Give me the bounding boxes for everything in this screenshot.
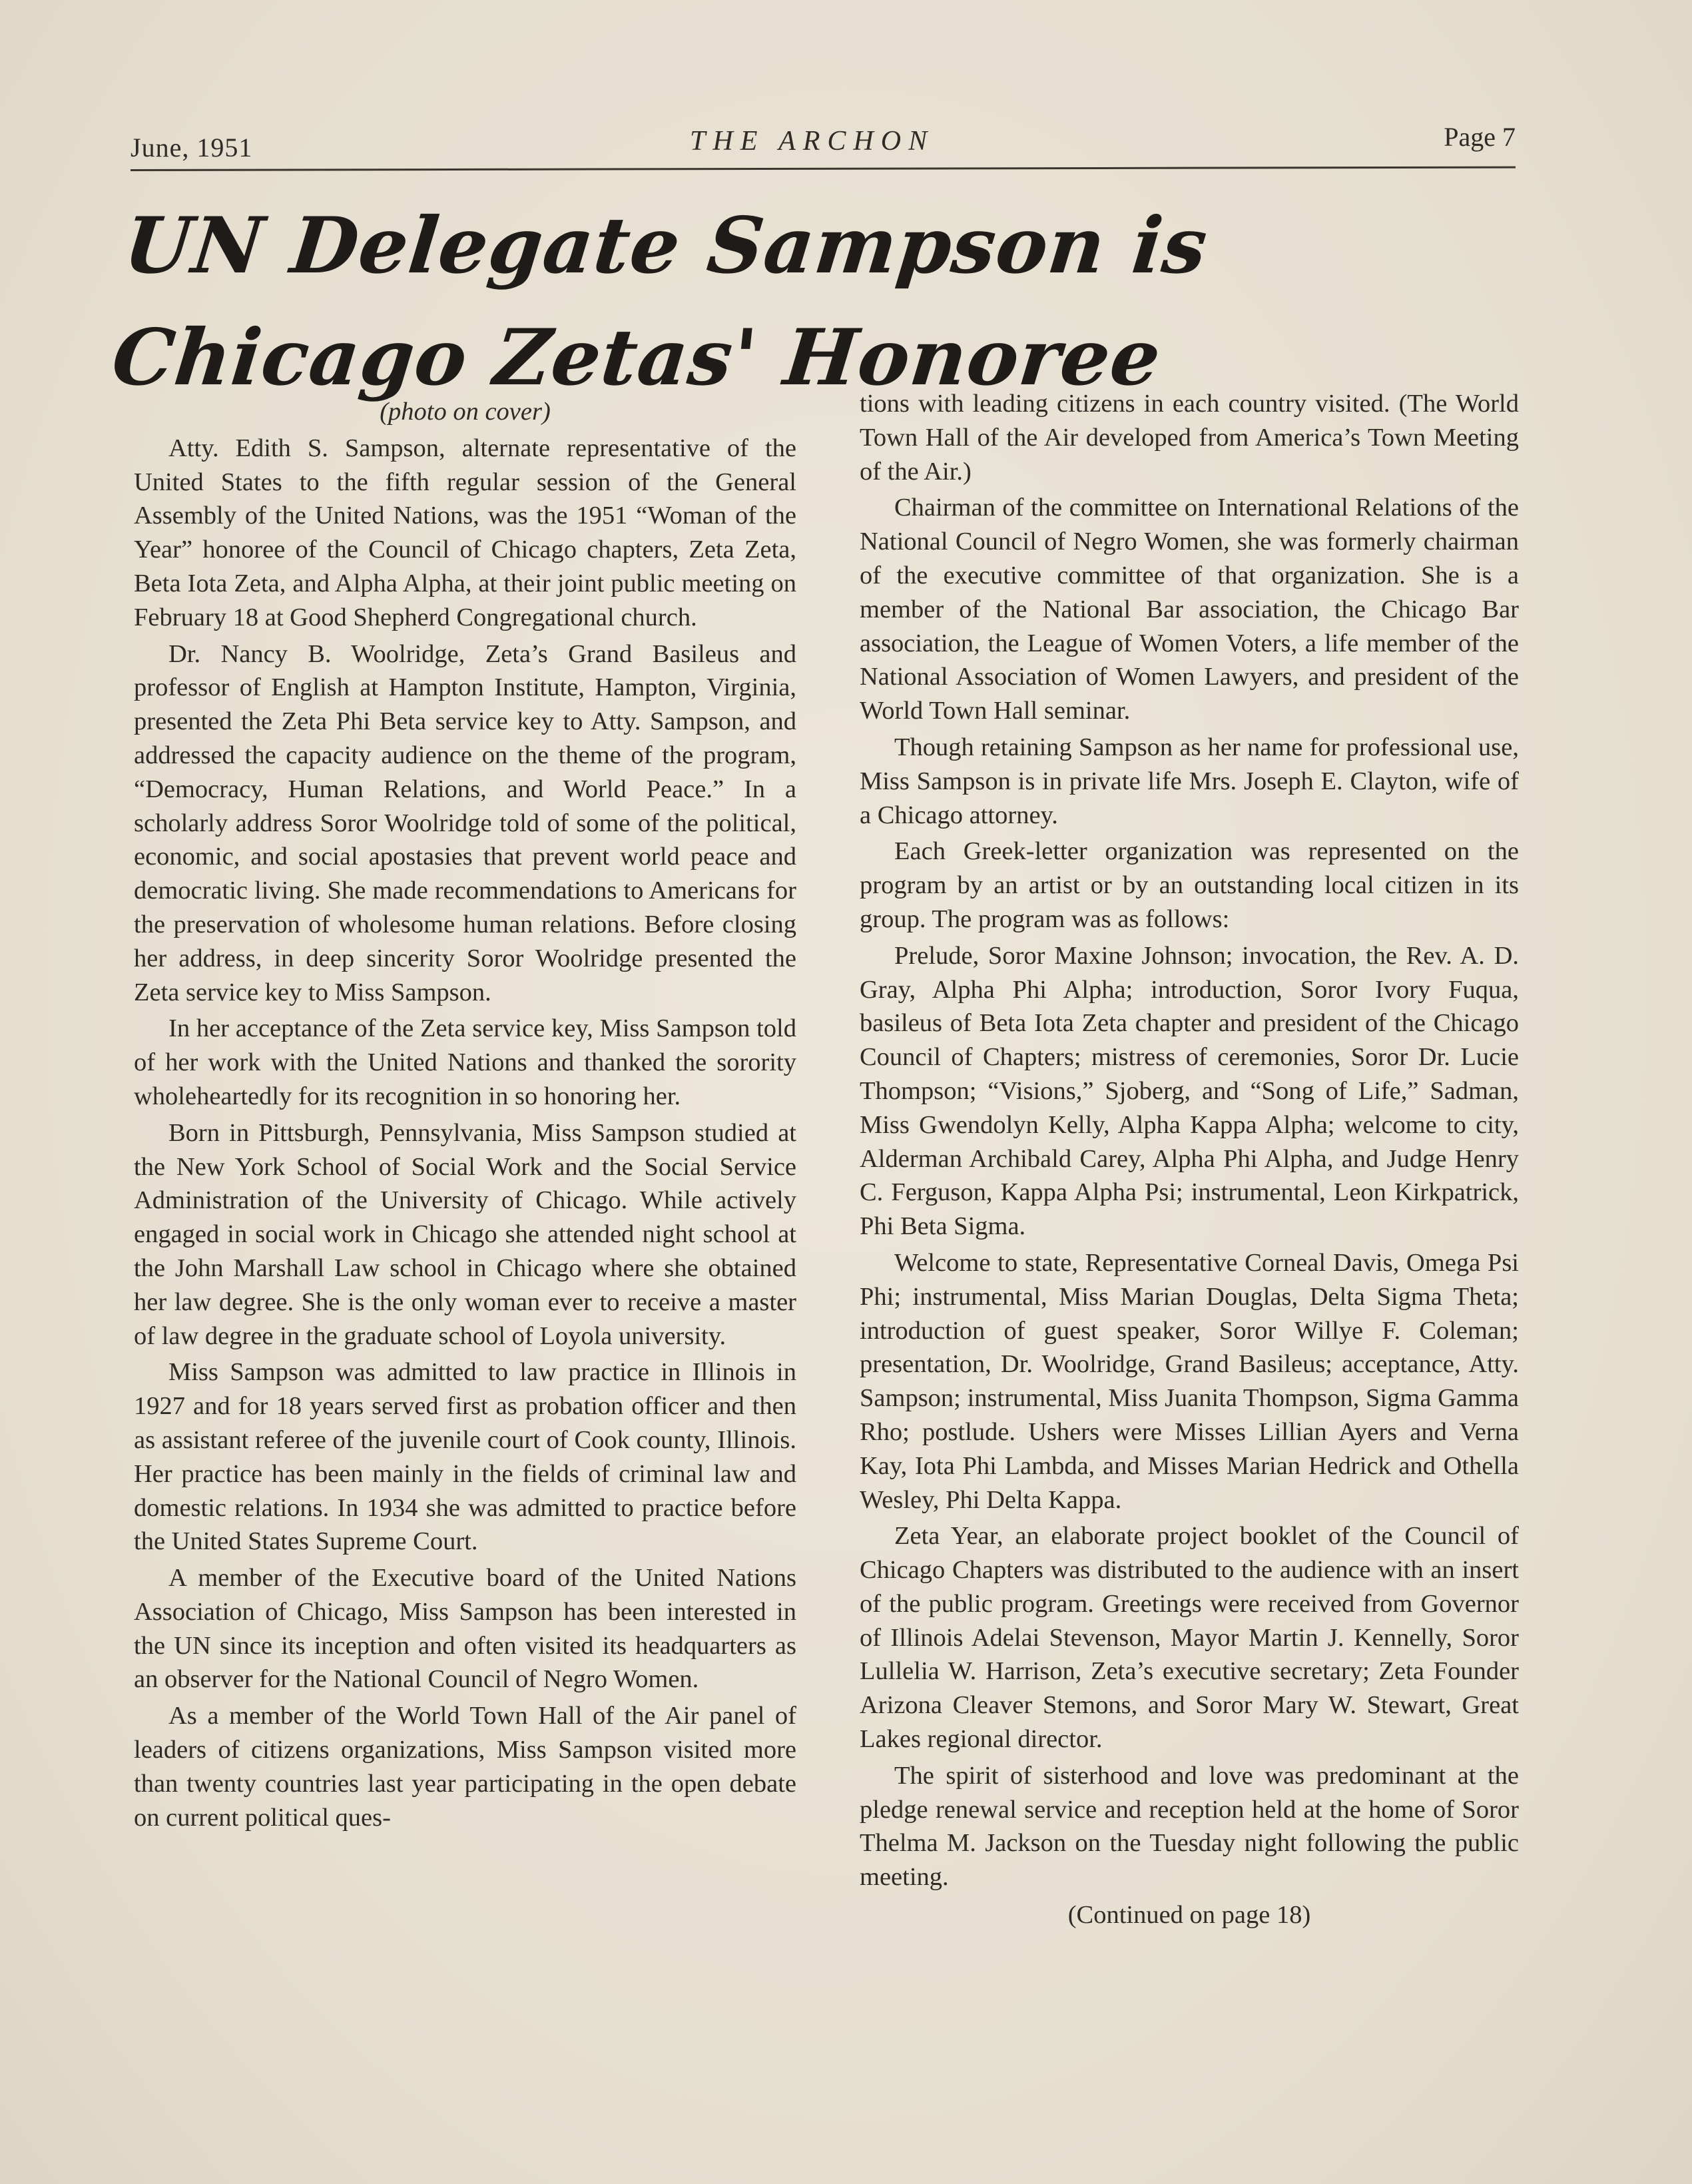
left-paragraph: A member of the Executive board of the United Nations Association of Chicago, Miss Sampson has been interested in the UN since its inception and often visited its headquarters as an observer for the National Council of Negro Women. [134, 1564, 796, 1694]
left-paragraph: Miss Sampson was admitted to law practice in Illinois in 1927 and for 18 years served first as probation officer and then as assistant referee of the juvenile court of Cook county, Illinois. Her practice has been mainly in the fields of criminal law and domestic relations. In 1934 she was admitted to practice before the United States Supreme Court. [134, 1358, 796, 1556]
right-paragraph: Chairman of the committee on International Relations of the National Council of Negro Women, she was formerly chairman of the executive committee of that organization. She is a member of the National Bar association, the Chicago Bar association, the League of Women Voters, a life member of the National Association of Women Lawyers, and president of the World Town Hall seminar. [860, 494, 1519, 725]
photo-note: (photo on cover) [380, 398, 551, 426]
issue-date: June, 1951 [131, 133, 253, 163]
right-paragraph: Zeta Year, an elaborate project booklet of the Council of Chicago Chapters was distributed to the audience with an insert of the public program. Greetings were received from Governor of Illinois Adelai Stevenson, Mayor Martin J. Kennelly, Soror Lullelia W. Harrison, Zeta’s executive secretary; Zeta Founder Arizona Cleaver Stemons, and Soror Mary W. Stewart, Great Lakes regional director. [860, 1522, 1519, 1754]
right-paragraph: tions with leading citizens in each country visited. (The World Town Hall of the Air developed from America’s Town Meeting of the Air.) [860, 390, 1519, 486]
right-column [860, 387, 1519, 1935]
left-paragraph: Atty. Edith S. Sampson, alternate representative of the United States to the fifth regular session of the General Assembly of the United Nations, was the 1951 “Woman of the Year” honoree of the Council of Chicago chapters, Zeta Zeta, Beta Iota Zeta, and Alpha Alpha, at their joint public meeting on February 18 at Good Shepherd Congregational church. [134, 434, 796, 631]
page-number: Page 7 [1444, 122, 1516, 152]
article-headline [107, 190, 1212, 414]
right-paragraph: Each Greek-letter organization was represented on the program by an artist or by an outstanding local citizen in its group. The program was as follows: [860, 837, 1519, 933]
left-paragraph: Born in Pittsburgh, Pennsylvania, Miss Sampson studied at the New York School of Social Work and the Social Service Administration of the University of Chicago. While actively engaged in social work in Chicago she attended night school at the John Marshall Law school in Chicago where she obtained her law degree. She is the only woman ever to receive a master of law degree in the graduate school of Loyola university. [134, 1118, 796, 1350]
continued-note: (Continued on page 18) [1067, 1901, 1311, 1930]
headline-line-1: UN Delegate Sampson is [120, 200, 1212, 291]
left-paragraph: Dr. Nancy B. Woolridge, Zeta’s Grand Basileus and professor of English at Hampton Institute, Hampton, Virginia, presented the Zeta Phi Beta service key to Atty. Sampson, and addressed the capacity audience on the theme of the program, “Democracy, Human Relations, and World Peace.” In a scholarly address Soror Woolridge told of some of the political, economic, and social apostasies that prevent world peace and democratic living. She made recommendations to Americans for the preservation of wholesome human relations. Before closing her address, in deep sincerity Soror Woolridge presented the Zeta service key to Miss Sampson. [134, 639, 796, 1006]
publication-title: THE ARCHON [690, 126, 935, 157]
left-paragraph: As a member of the World Town Hall of the Air panel of leaders of citizens organizations, Miss Sampson visited more than twenty countries last year participating in the open debate on current political ques- [134, 1702, 796, 1832]
right-paragraph: Welcome to state, Representative Corneal Davis, Omega Psi Phi; instrumental, Miss Marian Douglas, Delta Sigma Theta; introduction of guest speaker, Soror Willye F. Coleman; presentation, Dr. Woolridge, Grand Basileus; acceptance, Atty. Sampson; instrumental, Miss Juanita Thompson, Sigma Gamma Rho; postlude. Ushers were Misses Lillian Ayers and Verna Kay, Iota Phi Lambda, and Misses Marian Hedrick and Othella Wesley, Phi Delta Kappa. [860, 1248, 1519, 1514]
right-paragraph: Though retaining Sampson as her name for professional use, Miss Sampson is in private life Mrs. Joseph E. Clayton, wife of a Chicago attorney. [860, 733, 1519, 829]
right-paragraph: Prelude, Soror Maxine Johnson; invocation, the Rev. A. D. Gray, Alpha Phi Alpha; introduction, Soror Ivory Fuqua, basileus of Beta Iota Zeta chapter and president of the Chicago Council of Chapters; mistress of ceremonies, Soror Dr. Lucie Thompson; “Visions,” Sjoberg, and “Song of Life,” Sadman, Miss Gwendolyn Kelly, Alpha Kappa Alpha; welcome to city, Alderman Archibald Carey, Alpha Phi Alpha, and Judge Henry C. Ferguson, Kappa Alpha Psi; instrumental, Leon Kirkpatrick, Phi Beta Sigma. [860, 941, 1519, 1241]
right-paragraph: The spirit of sisterhood and love was predominant at the pledge renewal service and reception held at the home of Soror Thelma M. Jackson on the Tuesday night following the public meeting. [860, 1761, 1519, 1892]
headline-line-2: Chicago Zetas' Honoree [108, 312, 1165, 403]
page-header [131, 122, 1516, 172]
left-paragraph: In her acceptance of the Zeta service key, Miss Sampson told of her work with the United Nations and thanked the sorority wholeheartedly for its recognition in so honoring her. [134, 1014, 796, 1110]
left-column [134, 395, 796, 1837]
